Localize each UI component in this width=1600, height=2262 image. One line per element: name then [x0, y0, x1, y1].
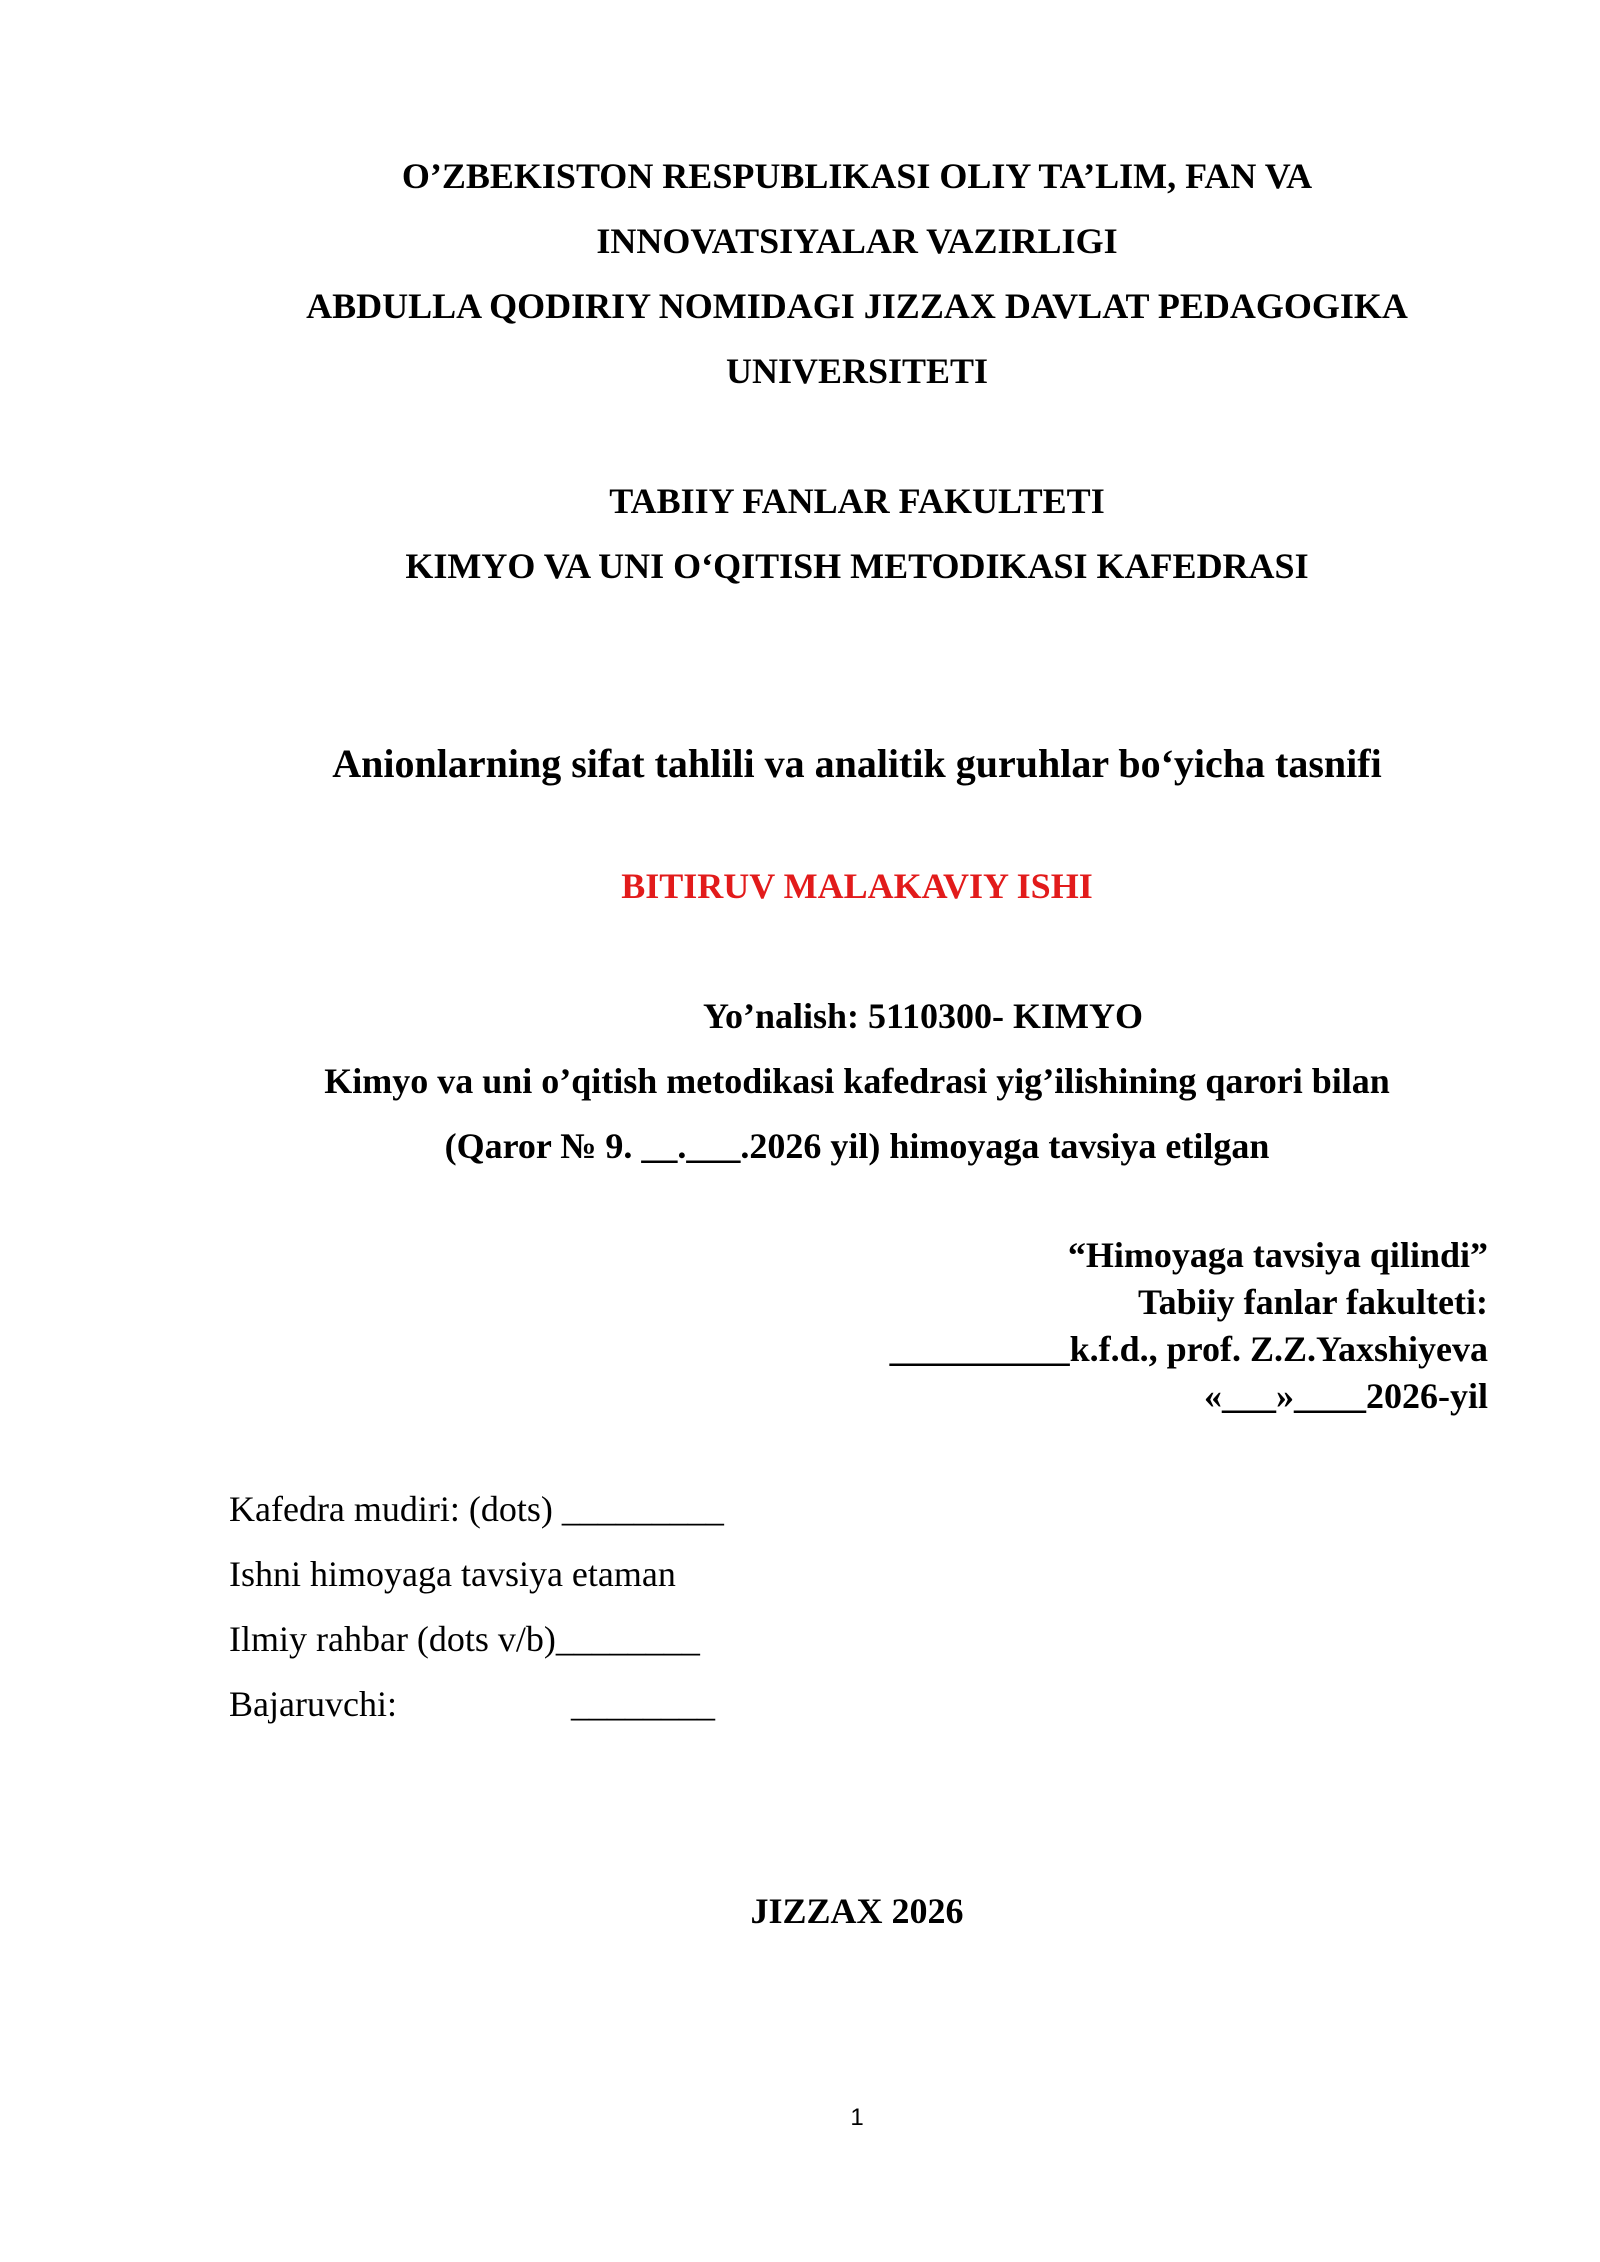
page-number: 1 [850, 2104, 864, 2131]
decision-line-2: (Qaror № 9. __.___.2026 yil) himoyaga tavsiya etilgan [444, 1126, 1270, 1166]
recommend-line: Ishni himoyaga tavsiya etaman [229, 1554, 676, 1594]
performer-signature-blank: ________ [571, 1684, 715, 1724]
approval-signatory: __________k.f.d., prof. Z.Z.Yaxshiyeva [889, 1329, 1488, 1369]
thesis-type: BITIRUV MALAKAVIY ISHI [621, 866, 1093, 906]
university-line-1: ABDULLA QODIRIY NOMIDAGI JIZZAX DAVLAT PEDAGOGIKA [306, 286, 1408, 326]
ministry-line-1: O’ZBEKISTON RESPUBLIKASI OLIY TA’LIM, FAN VA [401, 156, 1313, 196]
city-year: JIZZAX 2026 [750, 1891, 964, 1931]
thesis-title: Anionlarning sifat tahlili va analitik guruhlar bo‘yicha tasnifi [332, 741, 1382, 786]
department-name: KIMYO VA UNI O‘QITISH METODIKASI KAFEDRASI [405, 546, 1309, 586]
ministry-line-2: INNOVATSIYALAR VAZIRLIGI [596, 221, 1118, 261]
approval-heading: “Himoyaga tavsiya qilindi” [1067, 1235, 1488, 1275]
head-of-department-line: Kafedra mudiri: (dots) _________ [229, 1489, 724, 1529]
university-line-2: UNIVERSITETI [725, 351, 989, 391]
supervisor-line: Ilmiy rahbar (dots v/b)________ [229, 1619, 700, 1659]
performer-label: Bajaruvchi: [229, 1684, 397, 1724]
direction-line: Yo’nalish: 5110300- KIMYO [703, 996, 1144, 1036]
decision-line-1: Kimyo va uni o’qitish metodikasi kafedrasi yig’ilishining qarori bilan [324, 1061, 1390, 1101]
faculty-name: TABIIY FANLAR FAKULTETI [609, 481, 1105, 521]
approval-faculty: Tabiiy fanlar fakulteti: [1137, 1282, 1488, 1322]
approval-date: «___»____2026-yil [1204, 1376, 1488, 1416]
